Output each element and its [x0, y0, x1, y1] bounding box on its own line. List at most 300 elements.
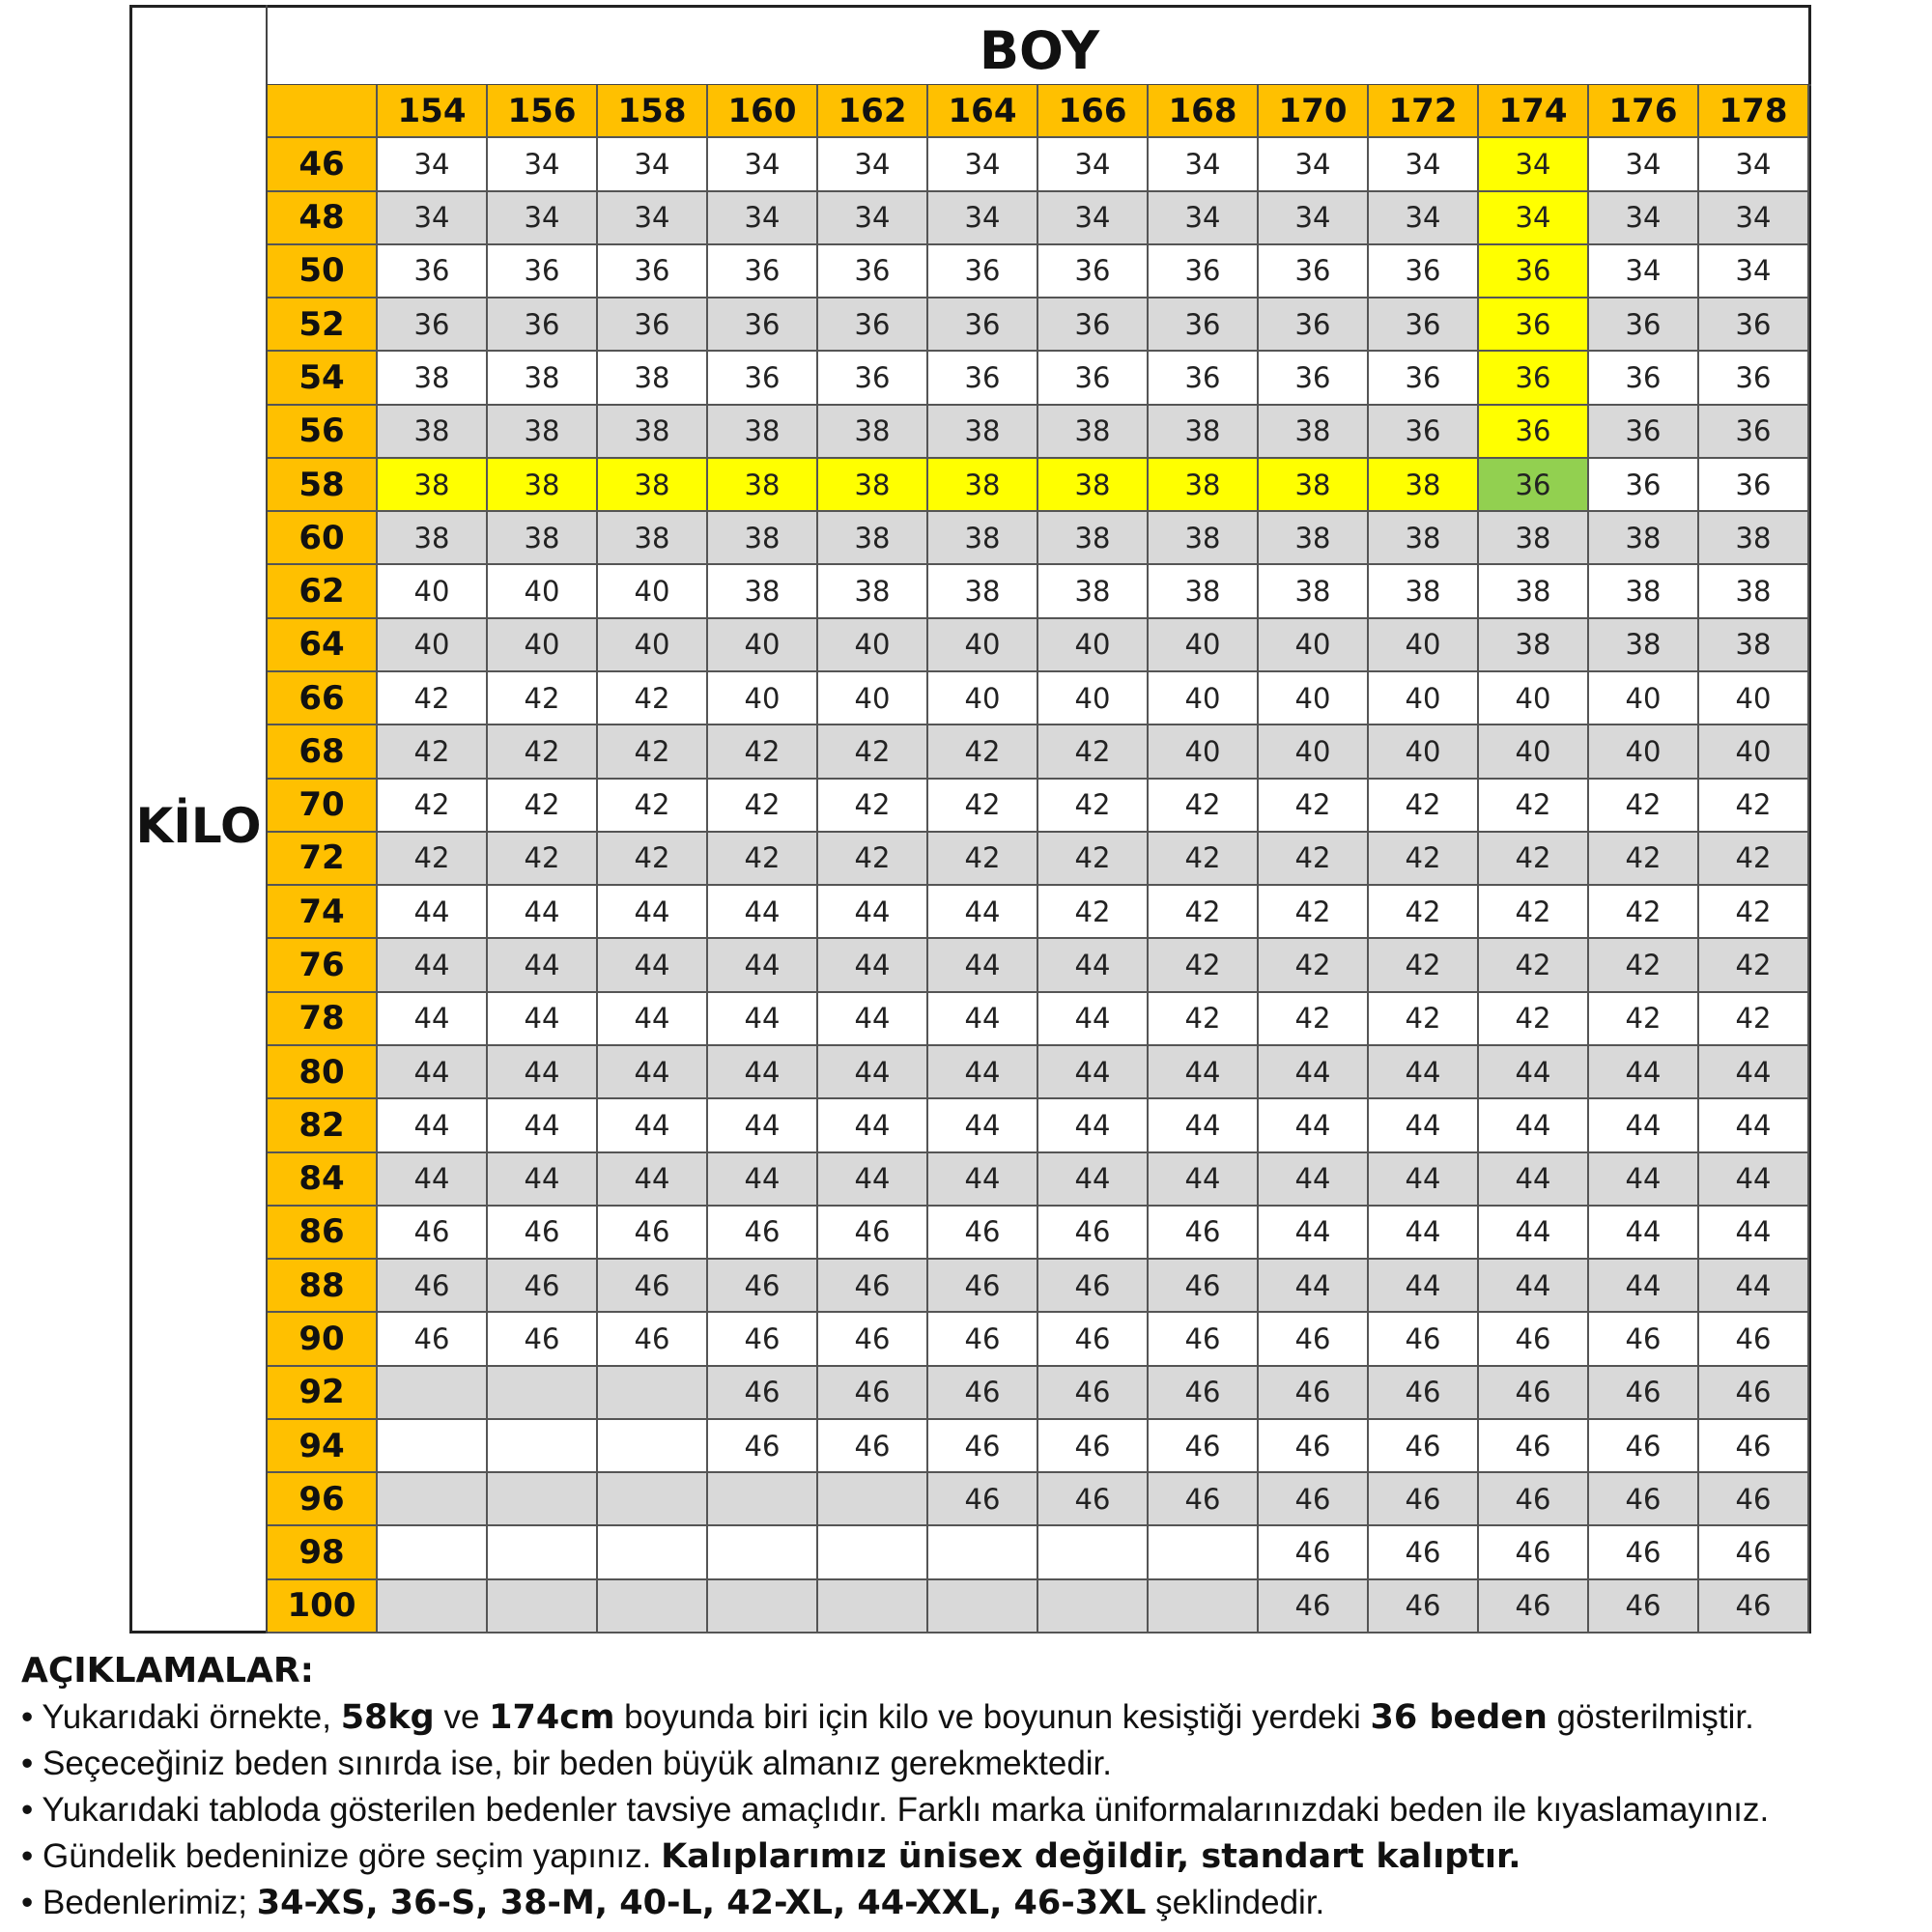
size-cell: 44	[1589, 1099, 1699, 1152]
size-cell: 42	[1589, 993, 1699, 1046]
size-cell: 40	[1149, 725, 1259, 779]
column-axis-title: BOY	[268, 5, 1811, 86]
boy-header-cell: 164	[928, 85, 1038, 138]
size-cell: 38	[1479, 565, 1589, 618]
size-cell: 46	[1369, 1367, 1479, 1420]
size-cell: 44	[1699, 1046, 1809, 1099]
size-cell: 38	[1479, 512, 1589, 565]
size-cell: 36	[1699, 406, 1809, 459]
size-cell: 34	[598, 192, 708, 245]
size-cell: 46	[1699, 1473, 1809, 1526]
size-cell: 36	[1479, 298, 1589, 352]
size-cell: 40	[708, 619, 818, 672]
note-line	[21, 1880, 1924, 1926]
size-cell: 38	[488, 406, 598, 459]
size-cell: 38	[488, 352, 598, 405]
size-cell: 36	[1149, 298, 1259, 352]
size-cell: 44	[708, 1099, 818, 1152]
size-cell: 38	[1038, 512, 1149, 565]
size-cell: 46	[1369, 1580, 1479, 1634]
size-cell: 46	[708, 1207, 818, 1260]
size-cell: 40	[1149, 672, 1259, 725]
size-cell: 34	[1038, 192, 1149, 245]
size-cell: 38	[1589, 619, 1699, 672]
size-cell: 38	[928, 406, 1038, 459]
size-cell: 46	[488, 1207, 598, 1260]
kilo-header-cell: 58	[268, 459, 378, 512]
size-cell: 42	[488, 833, 598, 886]
kilo-header-cell: 84	[268, 1153, 378, 1207]
size-cell: 42	[818, 833, 928, 886]
size-cell: 36	[598, 245, 708, 298]
size-cell: 42	[1149, 780, 1259, 833]
size-cell: 46	[928, 1207, 1038, 1260]
size-cell: 46	[818, 1207, 928, 1260]
size-cell: 38	[1149, 459, 1259, 512]
size-cell: 46	[1149, 1260, 1259, 1313]
size-cell	[1149, 1580, 1259, 1634]
size-cell: 34	[1259, 192, 1369, 245]
size-cell: 40	[1479, 672, 1589, 725]
size-cell: 46	[1589, 1580, 1699, 1634]
size-cell: 44	[1369, 1046, 1479, 1099]
kilo-header-cell: 70	[268, 780, 378, 833]
size-cell: 44	[708, 1153, 818, 1207]
note-text: • Seçeceğiniz beden sınırda ise, bir beden büyük almanız gerekmektedir.	[21, 1745, 1113, 1782]
size-cell: 44	[1259, 1046, 1369, 1099]
size-cell: 44	[378, 939, 488, 992]
size-cell: 44	[1369, 1153, 1479, 1207]
size-cell: 42	[1479, 780, 1589, 833]
size-cell: 38	[488, 512, 598, 565]
boy-header-cell: 178	[1699, 85, 1809, 138]
size-cell: 40	[1589, 672, 1699, 725]
size-cell: 46	[1038, 1420, 1149, 1473]
size-cell: 44	[1369, 1099, 1479, 1152]
note-text: • Yukarıdaki örnekte,	[21, 1698, 341, 1736]
size-cell: 46	[598, 1260, 708, 1313]
size-cell: 38	[818, 512, 928, 565]
size-cell: 38	[1259, 512, 1369, 565]
size-cell: 34	[818, 192, 928, 245]
note-emphasis: 174cm	[489, 1698, 615, 1737]
size-cell: 38	[1369, 459, 1479, 512]
size-cell: 42	[1259, 833, 1369, 886]
size-cell: 40	[1699, 725, 1809, 779]
note-line	[21, 1694, 1924, 1741]
kilo-header-cell: 80	[268, 1046, 378, 1099]
size-cell: 38	[488, 459, 598, 512]
size-cell: 36	[1369, 352, 1479, 405]
size-cell: 44	[378, 1153, 488, 1207]
size-cell: 46	[1038, 1207, 1149, 1260]
size-cell: 34	[1259, 138, 1369, 191]
size-cell: 42	[1149, 886, 1259, 939]
size-cell: 34	[1479, 192, 1589, 245]
size-cell: 34	[488, 192, 598, 245]
size-cell: 42	[1699, 993, 1809, 1046]
size-cell: 36	[928, 245, 1038, 298]
size-cell: 38	[1589, 565, 1699, 618]
size-cell: 34	[1699, 192, 1809, 245]
size-cell: 36	[1259, 298, 1369, 352]
size-cell: 36	[1259, 352, 1369, 405]
size-cell	[708, 1526, 818, 1579]
size-cell: 44	[818, 939, 928, 992]
size-cell: 38	[1259, 565, 1369, 618]
size-cell: 44	[488, 939, 598, 992]
kilo-header-cell: 54	[268, 352, 378, 405]
table-corner	[268, 85, 378, 138]
size-cell: 44	[1589, 1046, 1699, 1099]
size-cell: 44	[1699, 1099, 1809, 1152]
note-text: • Bedenlerimiz;	[21, 1884, 257, 1921]
kilo-header-cell: 92	[268, 1367, 378, 1420]
kilo-header-cell: 74	[268, 886, 378, 939]
size-cell: 46	[1149, 1367, 1259, 1420]
size-cell: 36	[708, 352, 818, 405]
size-cell: 46	[818, 1420, 928, 1473]
row-axis-title: KİLO	[135, 798, 262, 854]
size-cell: 38	[1369, 512, 1479, 565]
size-cell: 46	[1149, 1473, 1259, 1526]
size-cell: 36	[1038, 245, 1149, 298]
kilo-header-cell: 88	[268, 1260, 378, 1313]
size-cell: 46	[1699, 1367, 1809, 1420]
boy-header-cell: 174	[1479, 85, 1589, 138]
size-cell: 42	[1699, 939, 1809, 992]
size-cell: 44	[378, 886, 488, 939]
size-cell: 44	[1699, 1260, 1809, 1313]
kilo-header-cell: 98	[268, 1526, 378, 1579]
size-cell: 38	[1259, 459, 1369, 512]
size-cell: 42	[1479, 833, 1589, 886]
size-cell	[818, 1526, 928, 1579]
size-cell: 44	[818, 1099, 928, 1152]
size-cell: 46	[928, 1313, 1038, 1366]
size-cell: 44	[1699, 1207, 1809, 1260]
size-cell: 40	[488, 565, 598, 618]
size-cell: 44	[378, 1099, 488, 1152]
size-cell: 36	[928, 352, 1038, 405]
size-cell: 38	[708, 565, 818, 618]
note-emphasis: 58kg	[340, 1698, 435, 1737]
size-cell: 44	[928, 939, 1038, 992]
size-table	[268, 85, 1809, 1634]
kilo-header-cell: 76	[268, 939, 378, 992]
size-cell: 46	[1699, 1526, 1809, 1579]
size-cell: 42	[1589, 833, 1699, 886]
size-cell: 42	[1038, 725, 1149, 779]
size-cell: 36	[1479, 406, 1589, 459]
size-cell: 34	[378, 192, 488, 245]
size-cell: 46	[708, 1313, 818, 1366]
size-cell	[378, 1367, 488, 1420]
size-cell: 44	[1038, 1046, 1149, 1099]
size-cell: 42	[488, 725, 598, 779]
size-cell: 38	[1038, 565, 1149, 618]
size-cell: 38	[598, 459, 708, 512]
note-emphasis: 36 beden	[1370, 1698, 1548, 1737]
size-cell: 42	[928, 780, 1038, 833]
size-cell: 38	[1699, 619, 1809, 672]
kilo-header-cell: 52	[268, 298, 378, 352]
size-cell: 46	[818, 1367, 928, 1420]
size-cell	[488, 1580, 598, 1634]
size-cell: 36	[1038, 298, 1149, 352]
size-cell: 44	[708, 939, 818, 992]
size-cell: 38	[708, 459, 818, 512]
note-text: • Yukarıdaki tabloda gösterilen bedenler tavsiye amaçlıdır. Farklı marka üniformalarınızdaki beden ile kıyaslamayınız.	[21, 1791, 1770, 1829]
size-cell: 46	[818, 1260, 928, 1313]
size-cell: 40	[1038, 672, 1149, 725]
size-cell: 46	[928, 1420, 1038, 1473]
size-cell: 40	[1259, 725, 1369, 779]
size-cell: 42	[1259, 780, 1369, 833]
size-cell: 46	[1589, 1313, 1699, 1366]
size-cell: 36	[1149, 245, 1259, 298]
size-cell: 44	[818, 1153, 928, 1207]
size-cell	[598, 1526, 708, 1579]
size-cell	[818, 1473, 928, 1526]
size-cell: 34	[928, 138, 1038, 191]
size-cell: 46	[1369, 1526, 1479, 1579]
size-cell: 44	[818, 886, 928, 939]
size-cell	[598, 1367, 708, 1420]
size-cell: 44	[1369, 1260, 1479, 1313]
size-cell: 42	[1259, 886, 1369, 939]
size-cell: 34	[1149, 138, 1259, 191]
size-cell: 46	[1149, 1313, 1259, 1366]
size-cell: 34	[1699, 245, 1809, 298]
size-cell: 46	[378, 1260, 488, 1313]
kilo-header-cell: 50	[268, 245, 378, 298]
note-text: • Gündelik bedeninize göre seçim yapınız.	[21, 1837, 662, 1875]
size-cell	[488, 1473, 598, 1526]
size-cell: 36	[1589, 406, 1699, 459]
note-line	[21, 1833, 1924, 1880]
size-cell: 36	[1699, 459, 1809, 512]
size-cell: 46	[1259, 1580, 1369, 1634]
kilo-header-cell: 68	[268, 725, 378, 779]
size-cell	[708, 1473, 818, 1526]
size-cell: 38	[1038, 406, 1149, 459]
size-cell: 44	[1038, 1099, 1149, 1152]
size-cell: 42	[1038, 886, 1149, 939]
size-cell: 46	[1479, 1473, 1589, 1526]
size-cell: 34	[488, 138, 598, 191]
size-cell: 44	[598, 939, 708, 992]
size-cell: 34	[1589, 245, 1699, 298]
size-cell: 46	[1589, 1420, 1699, 1473]
size-cell: 40	[928, 672, 1038, 725]
size-cell: 36	[818, 245, 928, 298]
size-cell: 40	[818, 672, 928, 725]
size-cell: 36	[1149, 352, 1259, 405]
size-cell	[598, 1473, 708, 1526]
size-cell: 46	[1259, 1367, 1369, 1420]
size-cell: 38	[1149, 406, 1259, 459]
size-cell: 36	[1369, 245, 1479, 298]
size-cell: 38	[1369, 565, 1479, 618]
size-cell: 46	[708, 1260, 818, 1313]
size-cell: 36	[1589, 459, 1699, 512]
size-cell: 40	[1259, 672, 1369, 725]
size-cell: 34	[818, 138, 928, 191]
size-cell: 44	[708, 1046, 818, 1099]
size-cell: 46	[818, 1313, 928, 1366]
kilo-header-cell: 64	[268, 619, 378, 672]
size-cell: 40	[708, 672, 818, 725]
size-cell: 38	[708, 512, 818, 565]
size-cell: 44	[708, 993, 818, 1046]
size-cell: 40	[1699, 672, 1809, 725]
size-cell	[928, 1580, 1038, 1634]
size-cell: 46	[1259, 1473, 1369, 1526]
size-cell: 42	[928, 833, 1038, 886]
size-cell: 34	[1479, 138, 1589, 191]
size-cell: 46	[1038, 1367, 1149, 1420]
size-cell: 36	[378, 245, 488, 298]
note-text: boyunda biri için kilo ve boyunun kesiştiği yerdeki	[614, 1698, 1371, 1736]
size-cell: 42	[598, 672, 708, 725]
size-cell: 44	[1259, 1153, 1369, 1207]
size-cell: 46	[1699, 1420, 1809, 1473]
size-cell: 38	[378, 459, 488, 512]
size-cell: 36	[1479, 245, 1589, 298]
size-cell: 34	[1589, 192, 1699, 245]
note-emphasis: Kalıplarımız ünisex değildir, standart kalıptır.	[661, 1837, 1521, 1876]
boy-header-cell: 162	[818, 85, 928, 138]
size-cell: 42	[1149, 939, 1259, 992]
size-cell	[488, 1420, 598, 1473]
size-cell: 44	[598, 1099, 708, 1152]
size-cell: 38	[378, 406, 488, 459]
notes-section	[21, 1648, 1924, 1926]
size-cell: 46	[1369, 1420, 1479, 1473]
size-cell: 42	[708, 780, 818, 833]
size-cell: 44	[1479, 1207, 1589, 1260]
size-cell	[1038, 1580, 1149, 1634]
size-cell: 44	[1149, 1046, 1259, 1099]
size-cell: 44	[488, 1099, 598, 1152]
size-cell: 40	[1369, 672, 1479, 725]
size-cell: 42	[1479, 993, 1589, 1046]
size-cell: 44	[488, 1153, 598, 1207]
size-cell: 42	[1699, 833, 1809, 886]
size-cell: 36	[1259, 245, 1369, 298]
size-cell: 46	[598, 1313, 708, 1366]
size-cell: 44	[1589, 1207, 1699, 1260]
size-cell: 44	[488, 1046, 598, 1099]
size-cell: 46	[488, 1260, 598, 1313]
size-cell: 40	[598, 565, 708, 618]
size-cell: 36	[1589, 352, 1699, 405]
size-cell: 44	[1479, 1099, 1589, 1152]
size-cell: 42	[1038, 780, 1149, 833]
size-cell: 42	[1149, 833, 1259, 886]
size-cell: 42	[1369, 939, 1479, 992]
kilo-header-cell: 72	[268, 833, 378, 886]
size-cell: 40	[1589, 725, 1699, 779]
size-cell: 36	[1369, 406, 1479, 459]
size-cell: 34	[1149, 192, 1259, 245]
size-cell: 42	[1149, 993, 1259, 1046]
size-cell	[928, 1526, 1038, 1579]
size-cell: 42	[378, 672, 488, 725]
size-cell: 42	[1479, 939, 1589, 992]
size-cell: 38	[1149, 565, 1259, 618]
size-cell: 38	[928, 459, 1038, 512]
size-cell: 42	[1259, 993, 1369, 1046]
size-cell: 42	[708, 833, 818, 886]
boy-header-cell: 170	[1259, 85, 1369, 138]
size-cell: 38	[1479, 619, 1589, 672]
size-cell	[818, 1580, 928, 1634]
size-cell: 46	[1699, 1580, 1809, 1634]
note-line	[21, 1787, 1924, 1833]
size-cell: 38	[598, 406, 708, 459]
kilo-header-cell: 48	[268, 192, 378, 245]
size-cell	[378, 1420, 488, 1473]
size-cell: 34	[708, 192, 818, 245]
size-cell: 40	[598, 619, 708, 672]
size-cell: 38	[1699, 565, 1809, 618]
kilo-header-cell: 100	[268, 1580, 378, 1634]
size-cell: 44	[598, 886, 708, 939]
size-cell: 44	[1259, 1099, 1369, 1152]
kilo-header-cell: 66	[268, 672, 378, 725]
size-cell: 44	[488, 886, 598, 939]
size-cell: 44	[598, 993, 708, 1046]
size-cell: 46	[928, 1367, 1038, 1420]
size-cell: 40	[378, 619, 488, 672]
size-cell: 40	[1038, 619, 1149, 672]
size-cell: 38	[1699, 512, 1809, 565]
size-cell: 36	[928, 298, 1038, 352]
size-cell: 46	[378, 1207, 488, 1260]
size-cell: 46	[1479, 1580, 1589, 1634]
size-cell	[488, 1526, 598, 1579]
size-cell: 34	[1369, 192, 1479, 245]
size-cell: 46	[1259, 1420, 1369, 1473]
size-cell: 42	[708, 725, 818, 779]
size-cell: 42	[1699, 780, 1809, 833]
size-cell	[598, 1580, 708, 1634]
size-cell	[598, 1420, 708, 1473]
size-cell: 46	[598, 1207, 708, 1260]
size-cell: 46	[1479, 1313, 1589, 1366]
size-cell: 46	[1038, 1473, 1149, 1526]
size-cell: 44	[1479, 1046, 1589, 1099]
size-cell: 36	[1589, 298, 1699, 352]
size-cell: 36	[1369, 298, 1479, 352]
size-cell: 38	[598, 352, 708, 405]
size-cell: 46	[1149, 1420, 1259, 1473]
size-cell: 36	[488, 298, 598, 352]
size-cell: 46	[1589, 1367, 1699, 1420]
size-cell: 42	[1479, 886, 1589, 939]
size-cell: 42	[818, 780, 928, 833]
kilo-header-cell: 78	[268, 993, 378, 1046]
size-cell: 40	[488, 619, 598, 672]
size-cell: 44	[1589, 1153, 1699, 1207]
size-cell: 44	[1589, 1260, 1699, 1313]
size-cell: 40	[818, 619, 928, 672]
boy-header-cell: 166	[1038, 85, 1149, 138]
size-cell: 44	[1479, 1153, 1589, 1207]
size-cell: 34	[1038, 138, 1149, 191]
